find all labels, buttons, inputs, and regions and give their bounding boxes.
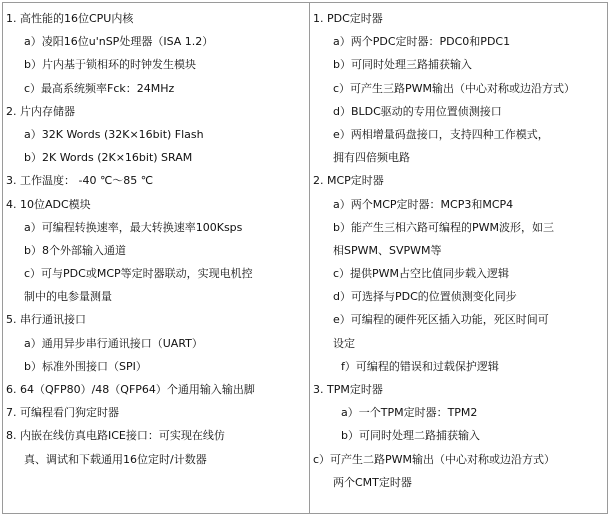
- right-line: 相SPWM、SVPWM等: [333, 243, 442, 257]
- right-line: b）可同时处理三路捕获输入: [333, 58, 472, 72]
- left-column: [6, 7, 304, 471]
- right-line: 拥有四倍频电路: [333, 151, 410, 165]
- right-line: 2. MCP定时器: [313, 174, 384, 188]
- right-line: b）能产生三相六路可编程的PWM波形，如三: [333, 220, 554, 234]
- left-line: 4. 10位ADC模块: [6, 197, 91, 211]
- right-line: 3. TPM定时器: [313, 383, 383, 396]
- right-line: c）可产生二路PWM输出（中心对称或边沿方式）: [313, 452, 556, 466]
- right-line: c）可产生三路PWM输出（中心对称或边沿方式）: [333, 81, 576, 95]
- left-line: b）2K Words (2K×16bit) SRAM: [24, 151, 193, 165]
- left-line: a）凌阳16位u'nSP处理器（ISA 1.2）: [24, 35, 214, 49]
- left-line: 6. 64（QFP80）/48（QFP64）个通用输入输出脚: [6, 383, 255, 396]
- left-line: b）8个外部输入通道: [24, 243, 126, 257]
- left-line: a）可编程转换速率，最大转换速率100Ksps: [24, 220, 243, 234]
- left-line: b）标准外围接口（SPI）: [24, 359, 147, 373]
- left-line: 1. 高性能的16位CPU内核: [6, 12, 134, 25]
- right-line: c）提供PWM占空比值同步载入逻辑: [333, 267, 510, 281]
- left-line: a）通用异步串行通讯接口（UART）: [24, 336, 203, 350]
- right-line: d）BLDC驱动的专用位置侦测接口: [333, 104, 502, 118]
- left-line: 5. 串行通讯接口: [6, 313, 86, 327]
- column-divider: [309, 2, 310, 514]
- right-line: a）两个PDC定时器：PDC0和PDC1: [333, 35, 511, 49]
- right-line: 1. PDC定时器: [313, 12, 383, 25]
- right-line: e）可编程的硬件死区插入功能，死区时间可: [333, 313, 549, 327]
- right-line: 两个CMT定时器: [333, 475, 412, 489]
- left-line: c）可与PDC或MCP等定时器联动，实现电机控: [24, 267, 253, 281]
- right-line: b）可同时处理二路捕获输入: [341, 429, 480, 443]
- right-line: 设定: [333, 336, 355, 350]
- left-line: 3. 工作温度： -40 ℃～85 ℃: [6, 174, 154, 188]
- right-line: e）两相增量码盘接口，支持四种工作模式，: [333, 127, 549, 141]
- left-line: c）最高系统频率Fck：24MHz: [24, 81, 175, 95]
- left-line: 真、调试和下载通用16位定时/计数器: [24, 452, 207, 466]
- right-line: a）一个TPM定时器：TPM2: [341, 406, 478, 420]
- left-line: 2. 片内存储器: [6, 104, 75, 118]
- left-line: 8. 内嵌在线仿真电路ICE接口：可实现在线仿: [6, 429, 225, 443]
- left-line: b）片内基于锁相环的时钟发生模块: [24, 58, 196, 72]
- left-line: 制中的电参量测量: [24, 290, 112, 304]
- left-line: 7. 可编程看门狗定时器: [6, 406, 119, 420]
- right-line: f）可编程的错误和过载保护逻辑: [341, 359, 499, 373]
- right-column: [313, 7, 605, 494]
- right-line: d）可选择与PDC的位置侦测变化同步: [333, 290, 517, 304]
- right-line: a）两个MCP定时器：MCP3和MCP4: [333, 197, 514, 211]
- left-line: a）32K Words (32K×16bit) Flash: [24, 127, 204, 141]
